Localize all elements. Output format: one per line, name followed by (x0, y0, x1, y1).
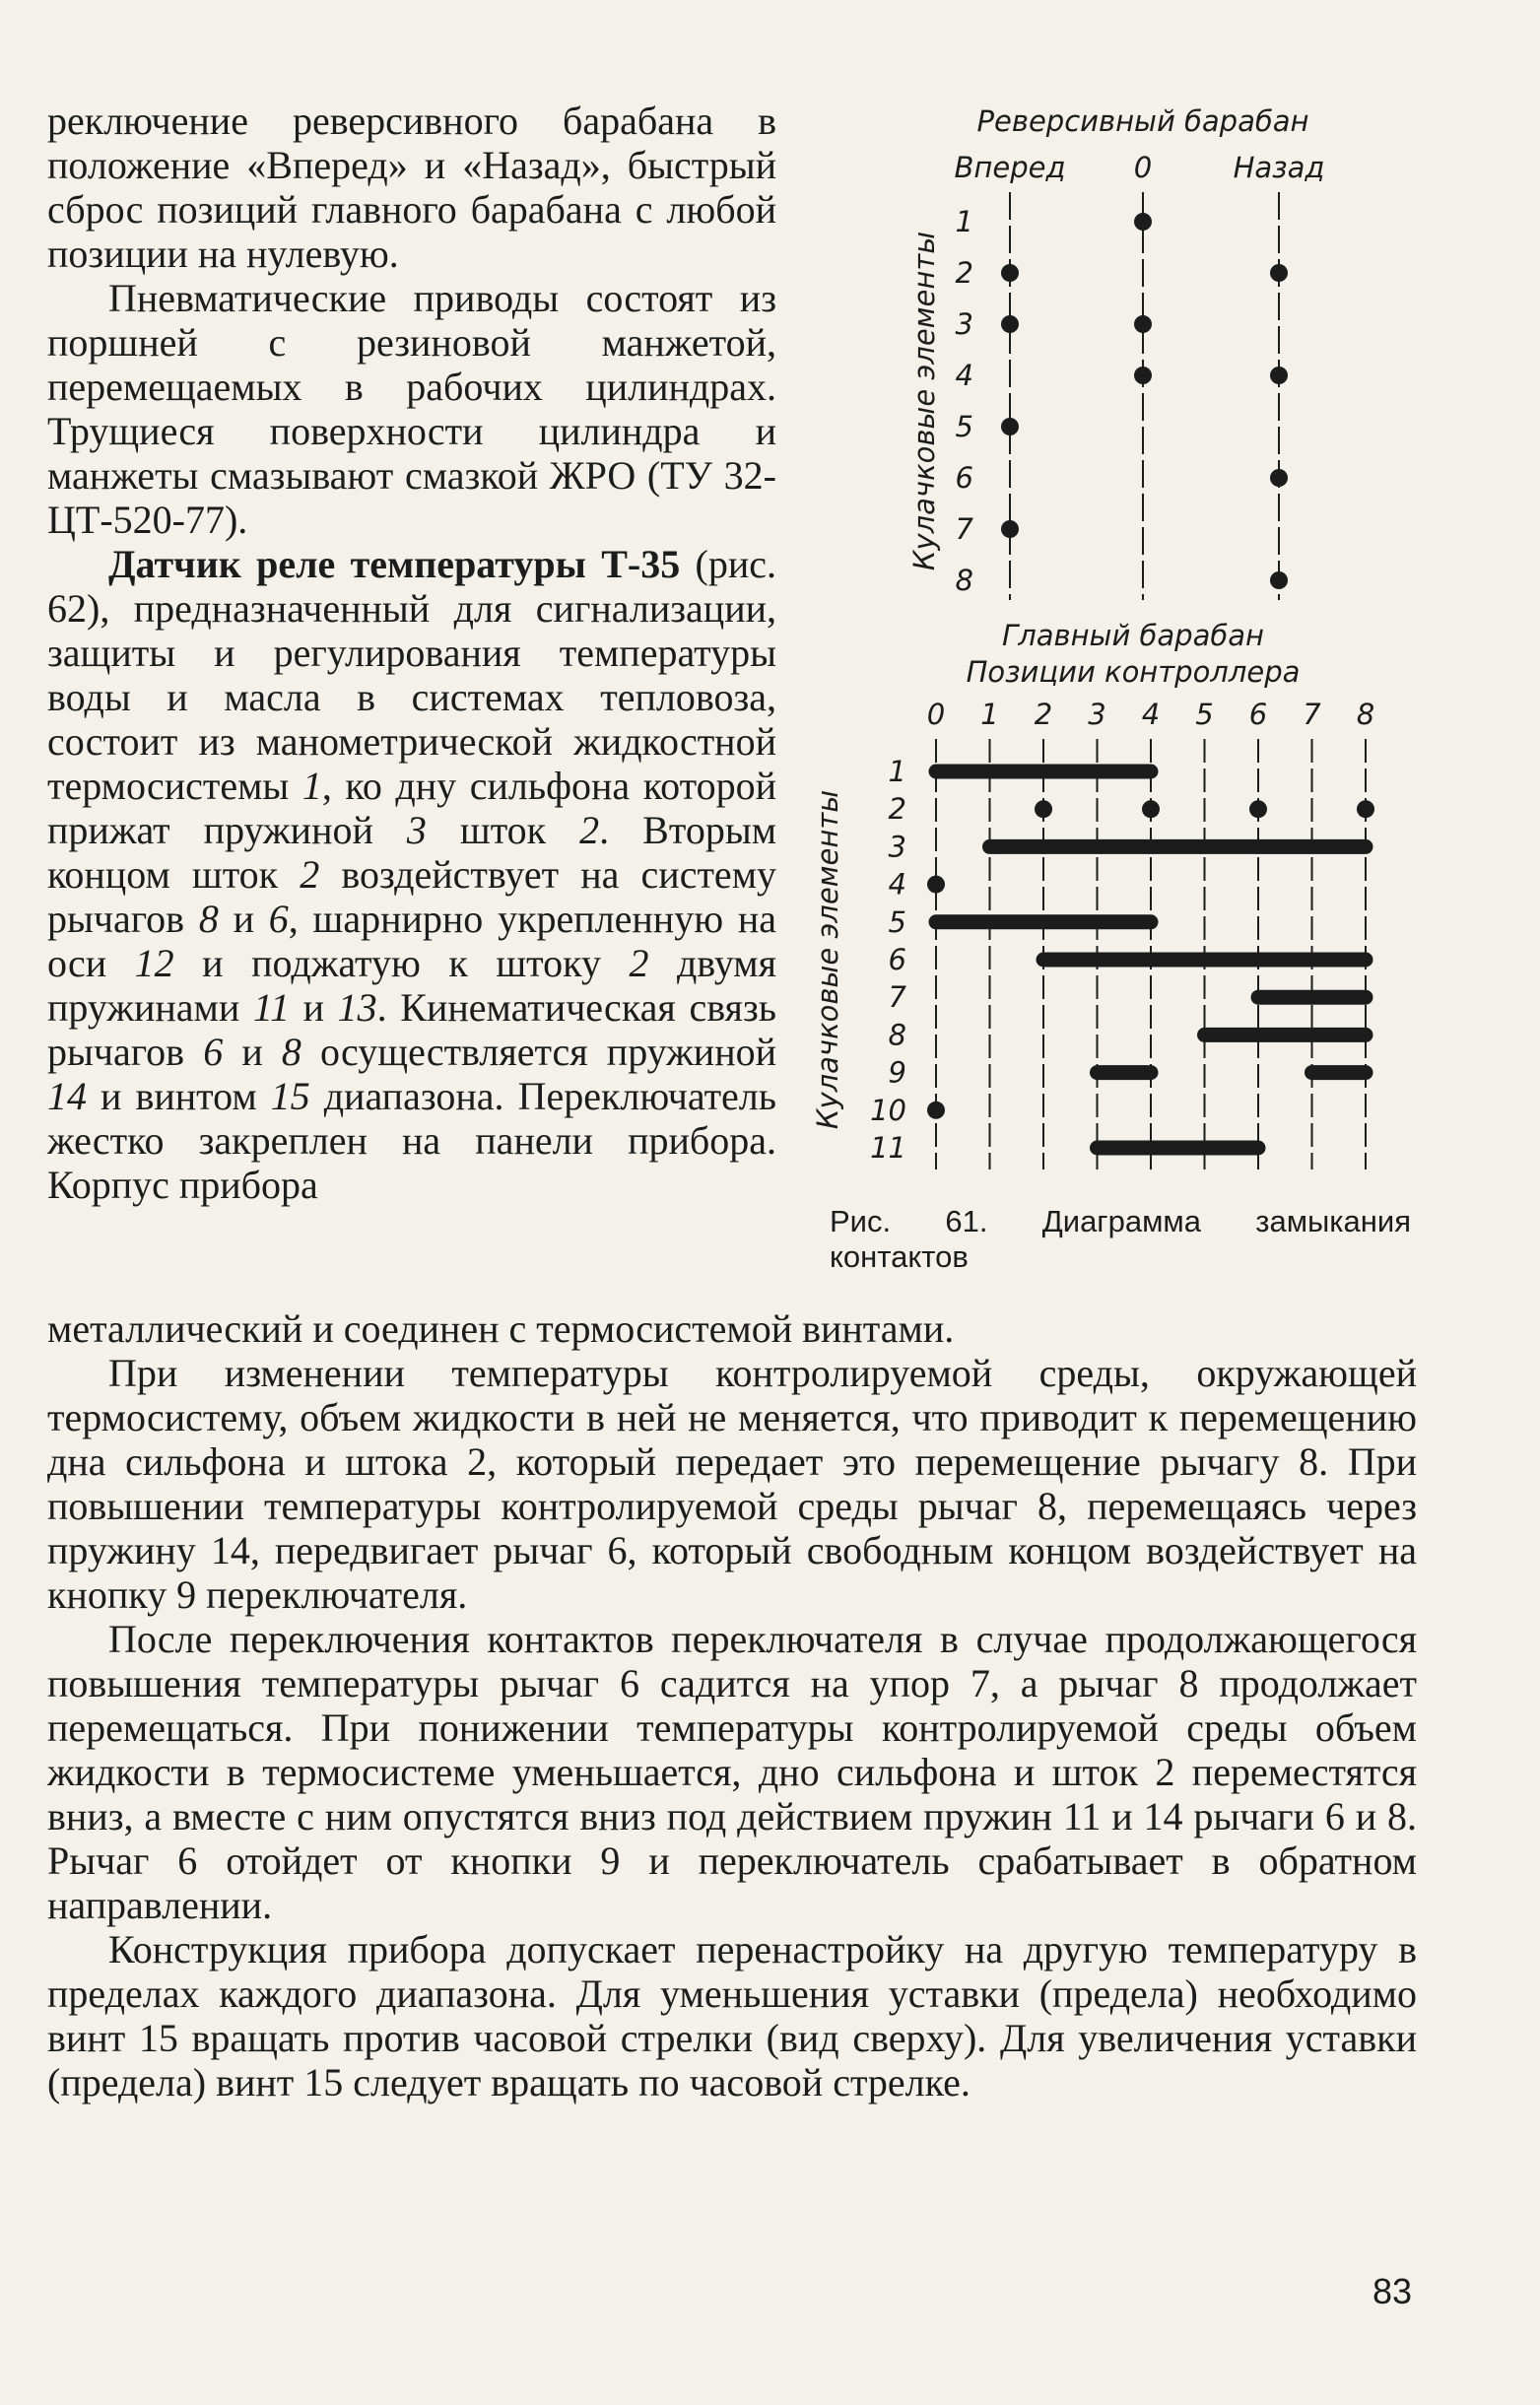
main-col-label: 8 (1356, 698, 1375, 731)
reverse-row-label: 6 (955, 461, 973, 495)
reverse-drum-title: Реверсивный барабан (976, 104, 1309, 138)
paragraph-1: реключение реверсивного барабана в положение «Вперед» и «Назад», быстрый сброс позиций главного барабана с любой позиции на нулевую. (47, 99, 776, 276)
section-title: Датчик реле температуры Т-35 (108, 542, 681, 586)
main-contact-dot (927, 1102, 945, 1119)
reverse-contact-dot (1134, 315, 1152, 333)
main-col-label: 7 (1303, 698, 1321, 731)
reverse-row-label: 3 (955, 307, 973, 341)
main-drum-title: Главный барабан (1002, 619, 1264, 652)
reverse-contact-dot (1270, 571, 1288, 589)
main-row-label: 10 (870, 1093, 906, 1127)
reverse-side-label: Кулачковые элементы (907, 231, 941, 571)
figure-caption: Рис. 61. Диаграмма замыкания контактов (830, 1204, 1411, 1274)
reverse-contact-dot (1270, 264, 1288, 282)
main-col-label: 0 (926, 698, 946, 731)
main-side-label: Кулачковые элементы (811, 789, 844, 1130)
reverse-contact-dot (1270, 367, 1288, 384)
diagram-svg (808, 94, 1439, 1207)
reverse-row-label: 7 (955, 512, 973, 546)
reverse-col-label: Вперед (954, 151, 1066, 184)
reverse-row-label: 1 (955, 205, 973, 238)
reverse-contact-dot (1270, 469, 1288, 487)
main-contact-dot (1249, 800, 1267, 818)
reverse-row-label: 5 (955, 410, 973, 443)
left-column-text (47, 99, 776, 1207)
paragraph-3: Датчик реле температуры Т-35 (рис. 62), предназначенный для сигнализации, защиты и регулирования температуры воды и масла в системах тепловоза, состоит из манометрической жидкостной термосистемы 1, ко дну сильфона которой прижат пружиной 3 шток 2. Вторым концом шток 2 воздействует на систему рычагов 8 и 6, шарнирно укрепленную на оси 12 и поджатую к штоку 2 двумя пружинами 11 и 13. Кинематическая связь рычагов 6 и 8 осуществляется пружиной 14 и винтом 15 диапазона. Переключатель жестко закреплен на панели прибора. Корпус прибора (47, 542, 777, 1207)
main-row-label: 1 (888, 755, 906, 788)
main-row-label: 3 (888, 830, 906, 864)
reverse-contact-dot (1134, 213, 1152, 231)
reverse-contact-dot (1134, 367, 1152, 384)
reverse-contact-dot (1001, 315, 1019, 333)
main-col-label: 3 (1088, 698, 1106, 731)
reverse-col-label: Назад (1233, 151, 1325, 184)
spill-line: металлический и соединен с термосистемой винтами. (47, 1306, 955, 1351)
reverse-row-label: 4 (955, 359, 973, 392)
paragraph-2: Пневматические приводы состоят из поршней с резиновой манжетой, перемещаемых в рабочих цилиндрах. Трущиеся поверхности цилиндра и манжеты смазывают смазкой ЖРО (ТУ 32-ЦТ-520-77). (47, 276, 776, 542)
main-row-label: 9 (888, 1055, 906, 1090)
reverse-contact-dot (1001, 520, 1019, 538)
main-row-label: 11 (870, 1131, 906, 1165)
reverse-row-label: 2 (955, 256, 973, 290)
full-width-text (47, 1306, 1417, 2104)
main-col-label: 5 (1195, 698, 1214, 731)
reverse-col-label: 0 (1133, 151, 1153, 184)
main-row-label: 5 (888, 904, 906, 939)
main-drum-subtitle: Позиции контроллера (966, 655, 1301, 689)
main-col-label: 1 (980, 698, 999, 731)
paragraph-5: После переключения контактов переключателя в случае продолжающегося повышения температуры рычаг 6 садится на упор 7, а рычаг 8 продолжает перемещаться. При понижении температуры контролируемой среды объем жидкости в термосистеме уменьшается, дно сильфона и шток 2 переместятся вниз, а вместе с ним опустятся вниз под действием пружин 11 и 14 рычаги 6 и 8. Рычаг 6 отойдет от кнопки 9 и переключатель срабатывает в обратном направлении. (47, 1617, 1417, 1927)
main-contact-dot (1357, 800, 1374, 818)
main-contact-dot (1035, 800, 1052, 818)
main-col-label: 2 (1034, 698, 1053, 731)
paragraph-6: Конструкция прибора допускает перенастройку на другую температуру в пределах каждого диапазона. Для уменьшения уставки (предела) необходимо винт 15 вращать против часовой стрелки (вид сверху). Для увеличения уставки (предела) винт 15 следует вращать по часовой стрелке. (47, 1927, 1417, 2104)
reverse-contact-dot (1001, 418, 1019, 435)
main-contact-dot (927, 876, 945, 894)
main-row-label: 4 (888, 867, 906, 902)
main-row-label: 8 (888, 1018, 906, 1052)
contact-closure-diagram (808, 94, 1439, 1256)
paragraph-4: При изменении температуры контролируемой среды, окружающей термосистему, объем жидкости в ней не меняется, что приводит к перемещению дна сильфона и штока 2, который передает это перемещение рычагу 8. При повышении температуры контролируемой среды рычаг 8, перемещаясь через пружину 14, передвигает рычаг 6, который свободным концом воздействует на кнопку 9 переключателя. (47, 1351, 1417, 1617)
main-col-label: 4 (1141, 698, 1161, 731)
main-row-label: 2 (888, 792, 906, 827)
main-contact-dot (1142, 800, 1160, 818)
main-row-label: 6 (888, 943, 906, 976)
main-row-label: 7 (888, 980, 906, 1015)
page-number: 83 (1373, 2271, 1413, 2311)
main-col-label: 6 (1248, 698, 1268, 731)
reverse-contact-dot (1001, 264, 1019, 282)
reverse-row-label: 8 (955, 564, 973, 597)
